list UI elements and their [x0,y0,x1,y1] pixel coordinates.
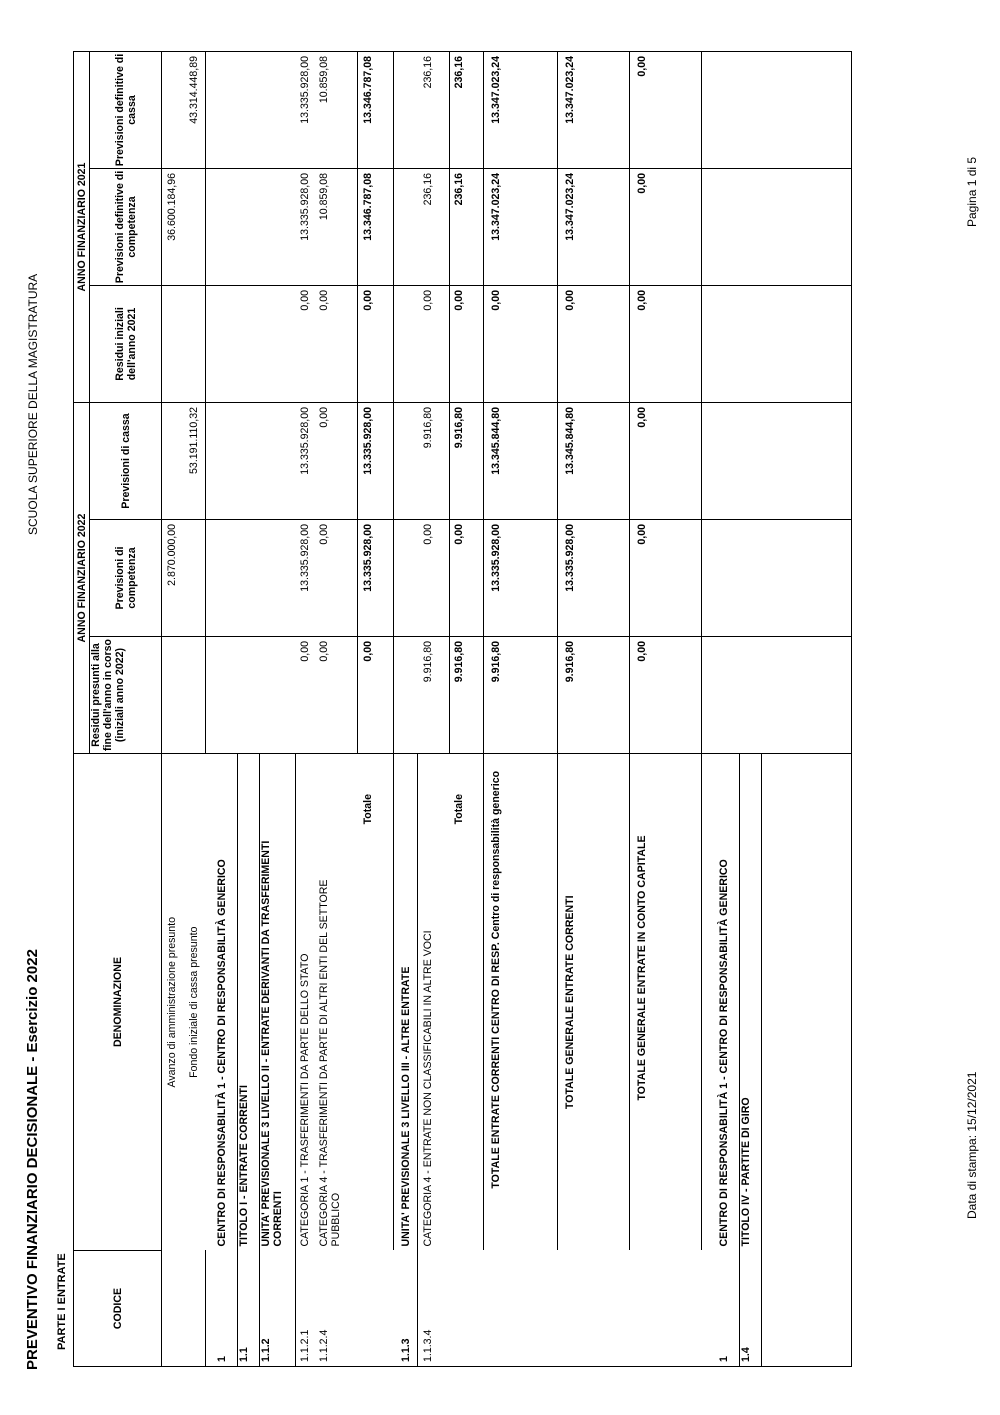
total-label: TOTALE GENERALE ENTRATE IN CONTO CAPITALE [630,754,702,1251]
table-row [260,52,296,1367]
row-code: 1.1.2.4 [318,1251,358,1367]
cell: 0,00 [630,169,702,286]
header-codice: CODICE [74,1251,162,1367]
cell: 0,00 [450,520,484,637]
cell: 9.916,80 [450,403,484,520]
total-label: TOTALE GENERALE ENTRATE CORRENTI [558,754,630,1251]
table-row [238,52,260,1367]
row-code: 1 [216,1251,238,1367]
cell: 13.335.928,00 [358,520,394,637]
cell: 0,00 [358,286,394,403]
row-label: TITOLO IV - PARTITE DI GIRO [740,754,762,1251]
print-date: Data di stampa: 15/12/2021 [965,1071,979,1219]
table-row [394,52,418,1367]
cell: 0,00 [630,403,702,520]
page-title: PREVENTIVO FINANZIARIO DECISIONALE - Esercizio 2022 [24,949,41,1370]
row-label: CATEGORIA 4 - TRASFERIMENTI DA PARTE DI ALTRI ENTI DEL SETTORE PUBBLICO [317,879,342,1247]
cell: 236,16 [450,169,484,286]
budget-table [73,51,852,1367]
cell: 13.347.023,24 [484,52,558,169]
row-fondo-label: Fondo iniziale di cassa presunto [187,926,200,1078]
header-prev-def-competenza-2021: Previsioni definitive di competenza [90,169,162,286]
cell: 10.859,08 [318,169,358,286]
cell: 13.335.928,00 [296,403,318,520]
table-row [630,52,702,1367]
row-code: 1.1 [238,1251,260,1367]
table-row [484,52,558,1367]
cell: 0,00 [558,286,630,403]
table-row [558,52,630,1367]
cell: 9.916,80 [558,637,630,754]
cell: 13.345.844,80 [484,403,558,520]
row-code: 1.1.3.4 [418,1251,450,1367]
row-avanzo-label: Avanzo di amministrazione presunto [166,916,178,1088]
table-row [358,52,394,1367]
cell: 13.335.928,00 [358,403,394,520]
institution-name: SCUOLA SUPERIORE DELLA MAGISTRATURA [26,273,40,535]
row-label: CATEGORIA 4 - ENTRATE NON CLASSIFICABILI IN ALTRE VOCI [422,930,434,1247]
row-code: 1.1.3 [394,1251,418,1367]
table-row [418,52,450,1367]
table-row [184,52,206,1367]
total-label: TOTALE ENTRATE CORRENTI CENTRO DI RESP. Centro di responsabilità generico [484,754,558,1251]
cell: 53.191.110,32 [184,403,206,520]
table-row [162,52,184,1367]
header-prev-competenza-2022: Previsioni di competenza [90,520,162,637]
cell: 13.345.844,80 [558,403,630,520]
cell: 9.916,80 [418,637,450,754]
cell: 0,00 [418,520,450,637]
subtotal-label: Totale [450,754,484,1251]
cell: 36.600.184,96 [162,169,184,286]
cell: 13.346.787,08 [358,169,394,286]
cell: 9.916,80 [484,637,558,754]
cell: 13.347.023,24 [558,169,630,286]
cell: 0,00 [296,637,318,754]
table-row [296,52,318,1367]
table-row [740,52,762,1367]
cell: 13.335.928,00 [484,520,558,637]
cell: 13.335.928,00 [296,52,318,169]
row-label: CATEGORIA 1 - TRASFERIMENTI DA PARTE DELLO STATO [299,953,311,1247]
cell: 236,16 [418,52,450,169]
cell: 13.335.928,00 [296,169,318,286]
cell: 0,00 [630,520,702,637]
cell: 236,16 [418,169,450,286]
table-row [318,52,358,1367]
table-row [450,52,484,1367]
cell: 0,00 [318,637,358,754]
cell: 13.347.023,24 [558,52,630,169]
header-prev-cassa-2022: Previsioni di cassa [90,403,162,520]
cell: 0,00 [450,286,484,403]
cell: 0,00 [484,286,558,403]
cell: 0,00 [318,520,358,637]
cell: 236,16 [450,52,484,169]
row-label: UNITA' PREVISIONALE 3 LIVELLO III - ALTRE ENTRATE [394,754,418,1251]
header-residui-iniziali-2021: Residui iniziali dell'anno 2021 [90,286,162,403]
header-year-2022: ANNO FINANZIARIO 2022 [74,403,90,754]
header-year-2021: ANNO FINANZIARIO 2021 [74,52,90,403]
cell: 43.314.448,89 [184,52,206,169]
table-row [216,52,238,1367]
section-label: PARTE I ENTRATE [56,1253,68,1350]
row-label: UNITA' PREVISIONALE 3 LIVELLO II - ENTRATE DERIVANTI DA TRASFERIMENTI CORRENTI [260,754,296,1251]
cell: 0,00 [358,637,394,754]
page-number: Pagina 1 di 5 [965,156,979,227]
row-label: CENTRO DI RESPONSABILITÀ 1 - CENTRO DI RESPONSABILITÀ GENERICO [718,754,740,1251]
row-code: 1 [718,1251,740,1367]
cell: 9.916,80 [418,403,450,520]
cell: 0,00 [630,52,702,169]
row-code: 1.1.2 [260,1251,296,1367]
cell: 13.335.928,00 [558,520,630,637]
cell: 13.347.023,24 [484,169,558,286]
cell: 13.346.787,08 [358,52,394,169]
cell: 0,00 [630,286,702,403]
cell: 0,00 [318,286,358,403]
cell: 0,00 [418,286,450,403]
row-label: CENTRO DI RESPONSABILITÀ 1 - CENTRO DI RESPONSABILITÀ GENERICO [216,754,238,1251]
subtotal-label: Totale [358,754,394,1251]
row-code: 1.4 [740,1251,762,1367]
row-code: 1.1.2.1 [296,1251,318,1367]
cell: 0,00 [296,286,318,403]
row-label: TITOLO I - ENTRATE CORRENTI [238,754,260,1251]
cell: 9.916,80 [450,637,484,754]
cell: 0,00 [318,403,358,520]
header-residui-presunti: Residui presunti alla fine dell'anno in corso (iniziali anno 2022) [90,637,162,754]
cell: 10.859,08 [318,52,358,169]
cell: 0,00 [630,637,702,754]
table-row [718,52,740,1367]
cell: 2.870.000,00 [162,520,184,637]
cell: 13.335.928,00 [296,520,318,637]
header-denominazione: DENOMINAZIONE [74,754,162,1251]
header-prev-def-cassa-2021: Previsioni definitive di cassa [90,52,162,169]
